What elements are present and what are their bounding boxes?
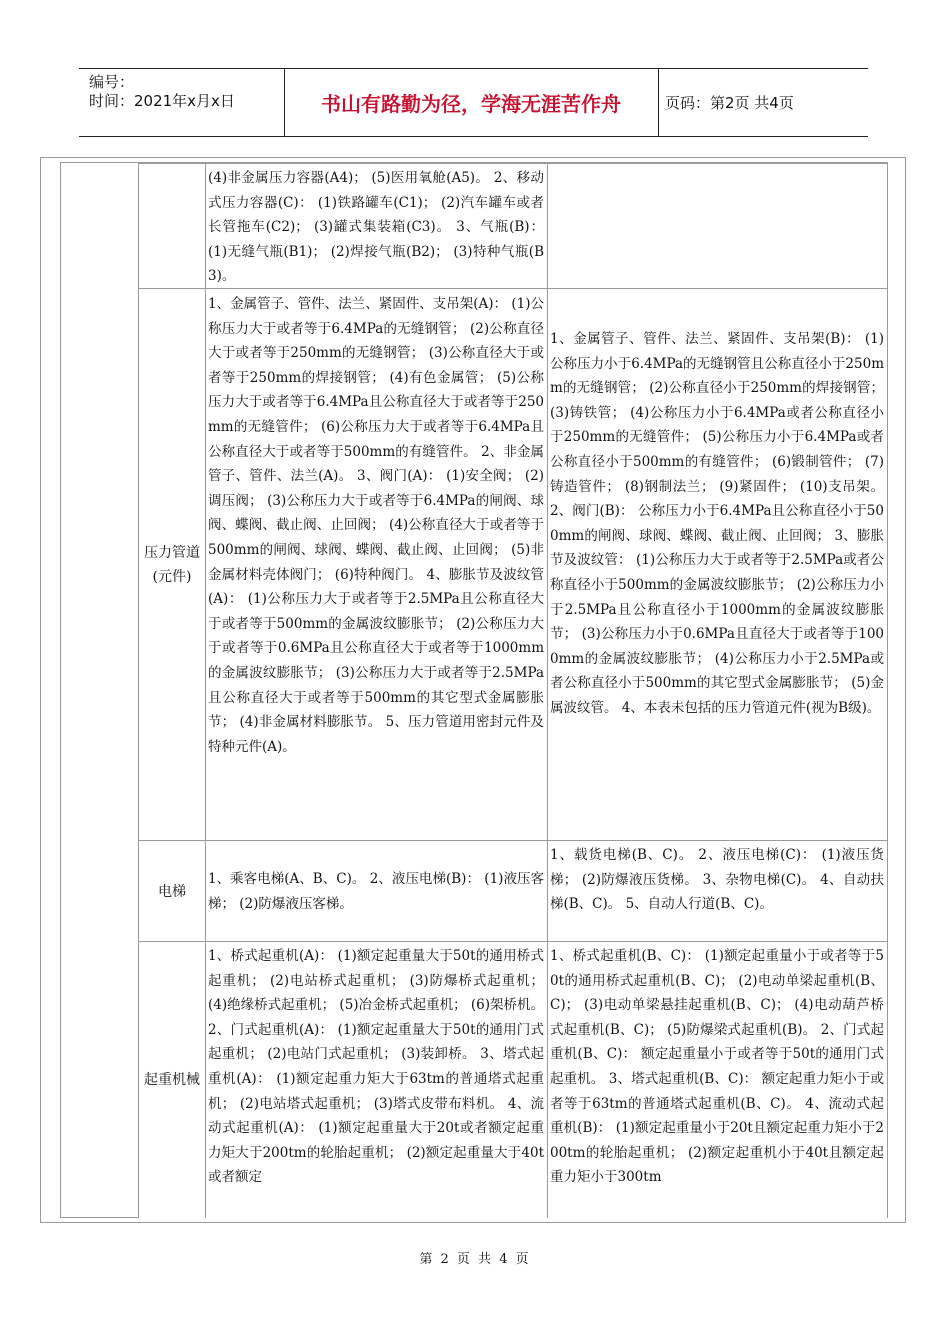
- table-cell-col-b: 1、载货电梯(B、C)。 2、液压电梯(C)： (1)液压货梯； (2)防爆液压货梯。 3、杂物电梯(C)。 4、自动扶梯(B、C)。 5、自动人行道(B、C)。: [550, 847, 884, 913]
- column-divider: [547, 163, 548, 1218]
- table-cell-col-b: 1、金属管子、管件、法兰、紧固件、支吊架(B)： (1)公称压力小于6.4MPa的无缝钢管且公称直径小于250mm的无缝钢管； (2)公称直径小于250mm的焊接钢管； (3)铸铁管； (4)公称压力小于6.4MPa或者公称直径小于250mm的无缝管件； (5)公称压力小于6.4MPa或者公称直径小于500mm的有缝管件； (6)锻制管件； (7)铸造管件； (8)钢制法兰； (9)紧固件； (10)支吊架。 2、阀门(B)： 公称压力小于6.4MPa且公称直径小于500mm的闸阀、球阀、蝶阀、截止阀、止回阀； 3、膨胀节及波纹管： (1)公称压力大于或者等于2.5MPa或者公称直径小于500mm的金属波纹膨胀节； (2)公称压力小于2.5MPa且公称直径小于1000mm的金属波纹膨胀节； (3)公称压力小于0.6MPa且直径大于或者等于1000mm的金属波纹膨胀节； (4)公称压力小于2.5MPa或者公称直径小于500mm的其它型式金属膨胀节； (5)金属波纹管。 4、本表未包括的压力管道元件(视为B级)。: [550, 331, 884, 716]
- table-cell-col-a: (4)非金属压力容器(A4)； (5)医用氧舱(A5)。 2、移动式压力容器(C)： (1)铁路罐车(C1)； (2)汽车罐车或者长管拖车(C2)； (3)罐式集装箱(C3)。 3、气瓶(B)： (1)无缝气瓶(B1)； (2)焊接气瓶(B2)； (3)特种气瓶(B3)。: [208, 170, 544, 285]
- column-divider: [205, 163, 206, 1218]
- table-cell-col-b: [550, 166, 884, 288]
- table-cell-col-a: 1、金属管子、管件、法兰、紧固件、支吊架(A)： (1)公称压力大于或者等于6.4MPa的无缝钢管； (2)公称直径大于或者等于250mm的无缝钢管； (3)公称直径大于或者等于250mm的焊接钢管； (4)有色金属管； (5)公称压力大于或者等于6.4MPa且公称直径大于或者等于250mm的无缝管件； (6)公称压力大于或者等于6.4MPa且公称直径大于或者等于500mm的有缝管件。 2、非金属管子、管件、法兰(A)。 3、阀门(A)： (1)安全阀； (2)调压阀； (3)公称压力大于或者等于6.4MPa的闸阀、球阀、蝶阀、截止阀、止回阀； (4)公称直径大于或者等于500mm的闸阀、球阀、蝶阀、截止阀、止回阀； (5)非金属材料壳体阀门； (6)特种阀门。 4、膨胀节及波纹管(A)： (1)公称压力大于或者等于2.5MPa且公称直径大于或者等于500mm的金属波纹膨胀节； (2)公称压力大于或者等于0.6MPa且公称直径大于或者等于1000mm的金属波纹膨胀节； (3)公称压力大于或者等于2.5MPa且公称直径大于或者等于500mm的其它型式金属膨胀节； (4)非金属材料膨胀节。 5、压力管道用密封元件及特种元件(A)。: [208, 296, 544, 755]
- header-page-info: 页码：第2页 共4页: [665, 94, 794, 112]
- header-motto: 书山有路勤为径，学海无涯苦作舟: [321, 92, 621, 116]
- row-divider: [60, 1217, 138, 1218]
- row-divider: [138, 163, 888, 164]
- row-category: 电梯: [158, 883, 186, 900]
- header-meta: [89, 73, 279, 111]
- header-divider: [658, 69, 659, 136]
- row-category: 压力管道(元件): [144, 545, 200, 585]
- table-cell-col-b: 1、桥式起重机(B、C)： (1)额定起重量小于或者等于50t的通用桥式起重机(B、C)； (2)电动单梁起重机(B、C)； (3)电动单梁悬挂起重机(B、C)； (4)电动葫芦桥式起重机(B、C)； (5)防爆梁式起重机(B)。 2、门式起重机(B、C)： 额定起重量小于或者等于50t的通用门式起重机。 3、塔式起重机(B、C)： 额定起重力矩小于或者等于63tm的普通塔式起重机(B、C)。 4、流动式起重机(B)： (1)额定起重量小于20t且额定起重力矩小于200tm的轮胎起重机； (2)额定起重机小于40t且额定起重力矩小于300tm: [550, 948, 884, 1186]
- table-cell-col-a: 1、乘客电梯(A、B、C)。 2、液压电梯(B)： (1)液压客梯； (2)防爆液压客梯。: [208, 871, 544, 912]
- page-footer: 第 2 页 共 4 页: [419, 1252, 531, 1267]
- row-divider: [138, 288, 888, 289]
- row-divider: [138, 941, 888, 942]
- doc-date-label: 时间：2021年x月x日: [89, 92, 235, 110]
- row-category: 起重机械: [144, 1072, 200, 1088]
- doc-number-label: 编号：: [89, 73, 135, 91]
- page-header: [79, 68, 868, 137]
- row-divider: [138, 840, 888, 841]
- column-divider: [887, 163, 888, 1218]
- table-cell-col-a: 1、桥式起重机(A)： (1)额定起重量大于50t的通用桥式起重机； (2)电站桥式起重机； (3)防爆桥式起重机； (4)绝缘桥式起重机； (5)冶金桥式起重机； (6)架桥机。 2、门式起重机(A)： (1)额定起重量大于50t的通用门式起重机； (2)电站门式起重机； (3)装卸桥。 3、塔式起重机(A)： (1)额定起重力矩大于63tm的普通塔式起重机； (2)电站塔式起重机； (3)塔式皮带布料机。 4、流动式起重机(A)： (1)额定起重量大于20t或者额定起重力矩大于200tm的轮胎起重机； (2)额定起重量大于40t或者额定: [208, 948, 544, 1186]
